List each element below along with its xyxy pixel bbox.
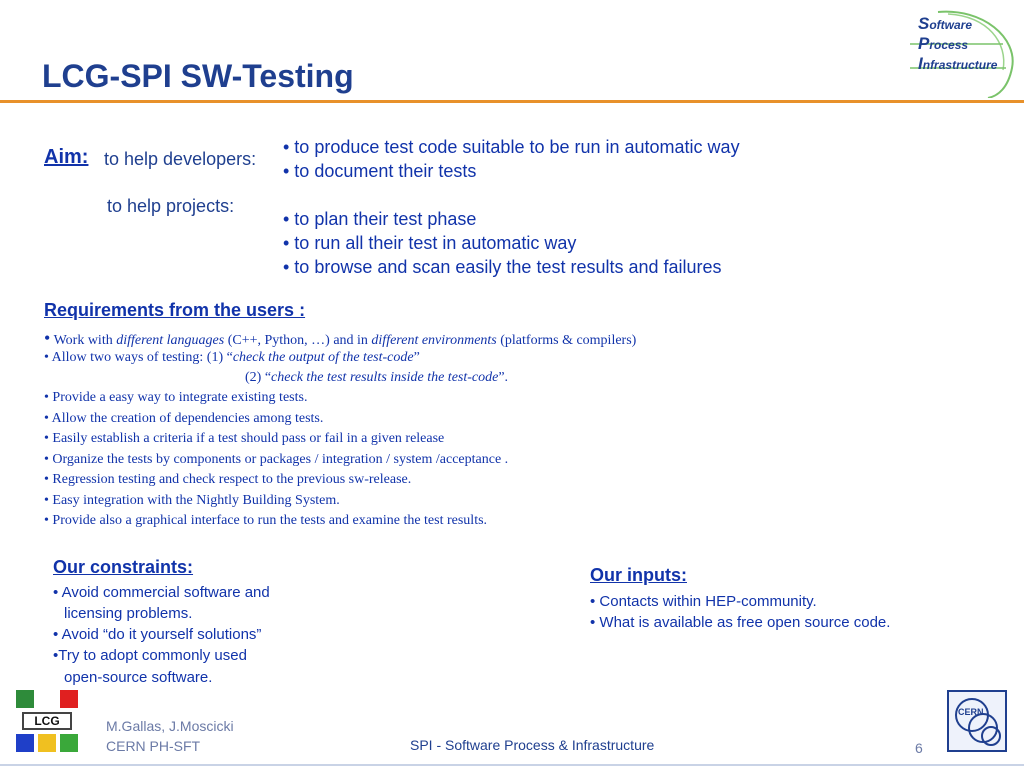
constraint-line: licensing problems. [64,605,193,622]
requirement-item: • Work with different languages (C++, Python, …) and in different environments (platforms & compilers) [44,328,637,348]
footer-author-line: M.Gallas, J.Moscicki [106,718,234,734]
requirement-item: • Allow the creation of dependencies among tests. [44,411,324,426]
requirement-item-continuation: (2) “check the test results inside the test-code”. [245,370,509,385]
lcg-square-green-2 [60,734,78,752]
aim-projects-label: to help projects: [107,196,235,216]
requirement-item: • Easily establish a criteria if a test should pass or fail in a given release [44,431,445,446]
lcg-square-blue [16,734,34,752]
aim-label: Aim: [44,146,89,168]
input-line: • Contacts within HEP-community. [590,593,817,610]
lcg-square-green [16,690,34,708]
aim-projects-item: • to browse and scan easily the test results and failures [283,257,722,277]
aim-developers-label: to help developers: [104,149,257,169]
title-divider [0,100,1024,103]
aim-projects-item: • to plan their test phase [283,209,477,229]
constraint-line: •Try to adopt commonly used [53,647,247,664]
aim-developers-item: • to document their tests [283,161,477,181]
requirement-item: • Allow two ways of testing: (1) “check the output of the test-code” [44,350,420,365]
inputs-heading: Our inputs: [590,565,687,585]
constraint-line: • Avoid “do it yourself solutions” [53,626,262,643]
footer-divider [0,764,1024,766]
footer-center-text: SPI - Software Process & Infrastructure [410,737,655,753]
requirement-item: • Regression testing and check respect to the previous sw-release. [44,472,412,487]
constraints-heading: Our constraints: [53,557,194,577]
requirement-item: • Organize the tests by components or packages / integration / system /acceptance . [44,452,509,467]
spi-logo [908,8,1020,98]
footer-author-line: CERN PH-SFT [106,738,201,754]
lcg-logo [16,690,78,752]
aim-developers-item: • to produce test code suitable to be run in automatic way [283,137,740,157]
bullet-icon: • [44,328,51,348]
constraint-line: • Avoid commercial software and [53,584,270,601]
lcg-square-red [60,690,78,708]
cern-logo-text: CERN [958,707,984,717]
requirement-item: • Provide also a graphical interface to run the tests and examine the test results. [44,513,488,528]
slide-title: LCG-SPI SW-Testing [42,58,354,94]
requirement-item: • Provide a easy way to integrate existing tests. [44,390,308,405]
lcg-square-white [38,690,56,708]
input-line: • What is available as free open source code. [590,614,891,631]
lcg-logo-text: LCG [22,712,72,730]
page-number: 6 [915,740,923,756]
requirements-heading: Requirements from the users : [44,300,306,320]
lcg-square-yellow [38,734,56,752]
spi-logo-line-infrastructure: Infrastructure [918,54,998,73]
cern-logo [947,690,1007,752]
spi-logo-line-process: Process [918,34,969,53]
aim-projects-item: • to run all their test in automatic way [283,233,577,253]
cern-rings-icon [949,692,1005,750]
constraint-line: open-source software. [64,669,213,686]
spi-logo-line-software: Software [918,14,973,33]
footer-author [106,716,234,756]
requirement-item: • Easy integration with the Nightly Building System. [44,493,340,508]
